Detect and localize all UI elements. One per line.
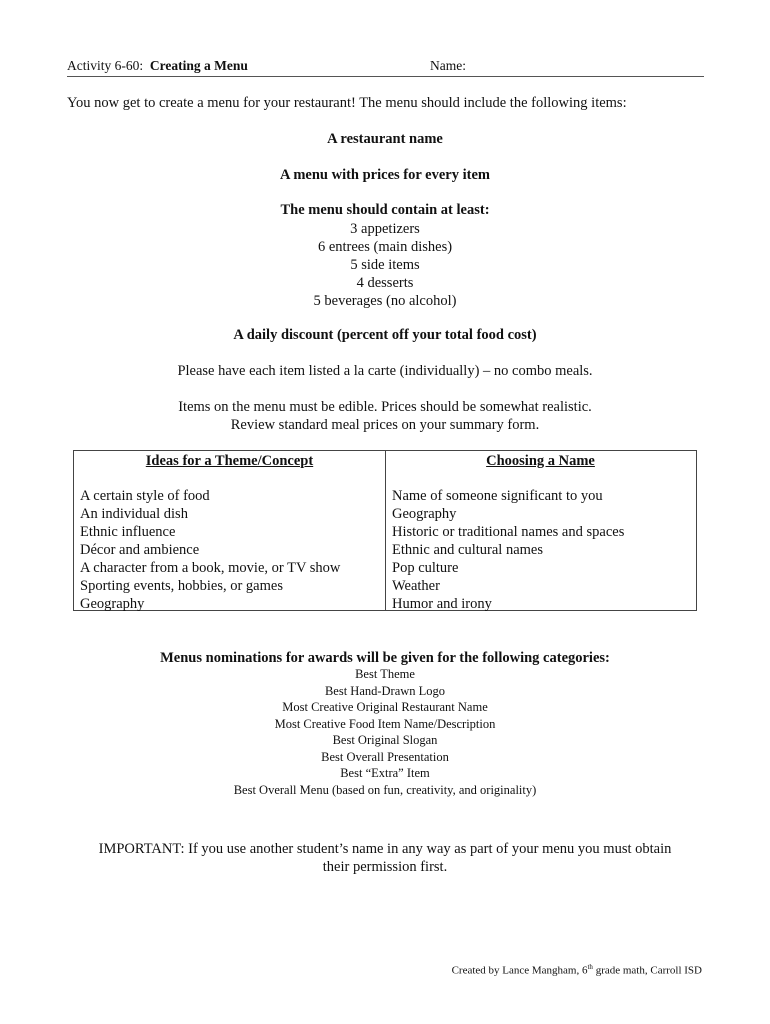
document-header xyxy=(67,58,704,77)
important-line: their permission first. xyxy=(322,859,448,875)
requirements-list xyxy=(0,220,770,310)
menu-prices-requirement: A menu with prices for every item xyxy=(280,167,490,183)
theme-item: Sporting events, hobbies, or games xyxy=(80,578,283,594)
name-list xyxy=(385,487,696,613)
ideas-table xyxy=(73,450,697,611)
awards-list xyxy=(0,666,770,798)
name-column xyxy=(385,451,696,610)
award-category: Best Original Slogan xyxy=(332,733,438,747)
intro-text: You now get to create a menu for your restaurant! The menu should include the following items: xyxy=(67,95,627,111)
theme-list xyxy=(74,487,385,613)
theme-item: An individual dish xyxy=(80,506,188,522)
important-note xyxy=(0,840,770,876)
restaurant-name-requirement: A restaurant name xyxy=(327,131,443,147)
name-item: Ethnic and cultural names xyxy=(392,542,543,558)
discount-requirement: A daily discount (percent off your total food cost) xyxy=(233,327,537,343)
name-label: Name: xyxy=(430,58,466,73)
award-category: Best Overall Presentation xyxy=(321,749,449,764)
edible-note-line1: Items on the menu must be edible. Prices should be somewhat realistic. xyxy=(178,399,592,415)
footer-credit: Created by Lance Mangham, 6th grade math, Carroll ISD xyxy=(451,963,702,977)
requirement-item: 3 appetizers xyxy=(350,221,420,237)
award-category: Best “Extra” Item xyxy=(340,766,430,780)
theme-item: Ethnic influence xyxy=(80,524,176,540)
name-item: Historic or traditional names and spaces xyxy=(392,524,625,540)
requirement-item: 5 beverages (no alcohol) xyxy=(313,293,457,309)
awards-heading: Menus nominations for awards will be given for the following categories: xyxy=(160,650,610,666)
requirement-item: 6 entrees (main dishes) xyxy=(317,239,453,255)
name-item: Humor and irony xyxy=(392,596,492,612)
important-line: IMPORTANT: If you use another student’s name in any way as part of your menu you must obtain xyxy=(98,841,672,857)
requirement-item: 5 side items xyxy=(350,257,420,273)
theme-item: A character from a book, movie, or TV show xyxy=(80,560,341,576)
award-category: Most Creative Original Restaurant Name xyxy=(282,700,488,714)
theme-item: Décor and ambience xyxy=(80,542,200,558)
theme-column-header: Ideas for a Theme/Concept xyxy=(145,453,314,469)
name-item: Weather xyxy=(392,578,440,594)
name-item: Name of someone significant to you xyxy=(392,488,603,504)
award-category: Best Hand-Drawn Logo xyxy=(324,683,446,698)
name-item: Geography xyxy=(392,506,457,522)
edible-note-line2: Review standard meal prices on your summary form. xyxy=(230,417,540,433)
award-category: Most Creative Food Item Name/Description xyxy=(274,716,496,731)
a-la-carte-note: Please have each item listed a la carte (individually) – no combo meals. xyxy=(177,363,593,379)
requirement-item: 4 desserts xyxy=(356,275,414,291)
award-category: Best Overall Menu (based on fun, creativity, and originality) xyxy=(233,782,537,797)
contain-heading: The menu should contain at least: xyxy=(280,202,490,218)
award-category: Best Theme xyxy=(355,667,415,681)
theme-item: A certain style of food xyxy=(80,488,210,504)
activity-title: Activity 6-60: Creating a Menu xyxy=(67,58,248,73)
name-column-header: Choosing a Name xyxy=(486,453,595,469)
name-item: Pop culture xyxy=(392,560,459,576)
theme-item: Geography xyxy=(80,596,145,612)
theme-column xyxy=(74,451,386,610)
